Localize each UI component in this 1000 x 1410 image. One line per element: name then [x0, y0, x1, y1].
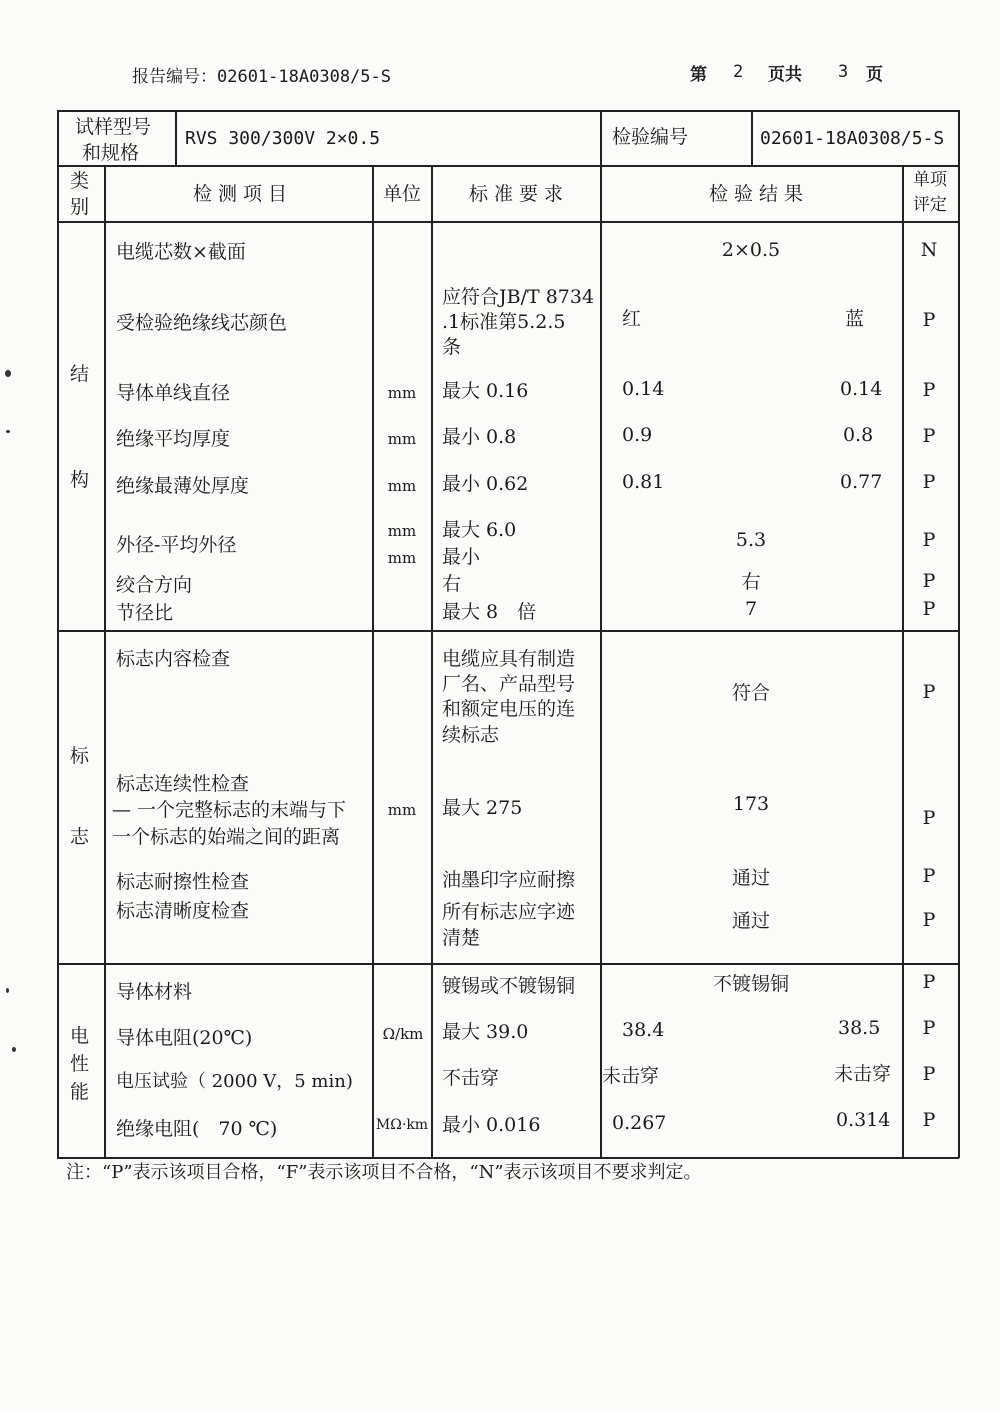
page-label-2: 页共: [768, 65, 802, 85]
category-structure-2: 构: [70, 469, 90, 491]
table-row-unit: mm: [387, 522, 417, 540]
scan-speck: [6, 430, 10, 433]
table-row-rating: P: [922, 1109, 936, 1131]
table-row-rating: P: [922, 309, 936, 331]
table-row-rating: P: [922, 865, 936, 887]
table-row-result: 173: [732, 793, 770, 815]
col-category-2: 别: [70, 196, 90, 218]
footnote: 注：“P”表示该项目合格，“F”表示该项目不合格，“N”表示该项目不要求判定。: [66, 1162, 702, 1183]
table-row-result-left: 红: [622, 308, 642, 330]
table-row-standard: 续标志: [442, 724, 500, 746]
inspect-value: 02601-18A0308/5-S: [760, 128, 945, 149]
table-row-standard: .1标准第5.2.5: [442, 311, 566, 333]
model-label-2: 和规格: [82, 142, 140, 164]
table-row-item: 外径-平均外径: [116, 534, 237, 556]
model-value: RVS 300/300V 2×0.5: [185, 128, 381, 149]
category-marking-1: 标: [70, 745, 90, 767]
category-electrical-3: 能: [70, 1081, 90, 1103]
scan-speck: [5, 370, 11, 377]
table-row-result: 5.3: [735, 529, 767, 551]
table-row-standard: 所有标志应字迹: [442, 901, 576, 923]
table-row-rating: P: [922, 598, 936, 620]
table-row-result: 2×0.5: [721, 239, 781, 261]
table-row-result-left: 0.267: [612, 1112, 667, 1134]
table-row-result-left: 0.81: [622, 471, 665, 493]
col-category-1: 类: [70, 170, 90, 192]
table-row-result-right: 未击穿: [834, 1063, 892, 1085]
col-standard: 标 准 要 求: [468, 183, 564, 205]
table-row-standard: 最大 0.16: [442, 380, 529, 402]
table-row-standard: 和额定电压的连: [442, 698, 576, 720]
table-row-item: 绝缘最薄处厚度: [116, 475, 250, 497]
table-row-standard: 最大 275: [442, 797, 523, 819]
col-result: 检 验 结 果: [708, 183, 804, 205]
page-total: 3: [838, 62, 849, 82]
table-row-standard: 电缆应具有制造: [442, 648, 576, 670]
table-row-item: 标志内容检查: [116, 648, 231, 670]
table-row-rating: N: [920, 239, 938, 261]
table-row-standard: 应符合JB/T 8734: [442, 286, 595, 308]
table-row-rating: P: [922, 1017, 936, 1039]
model-label-1: 试样型号: [75, 116, 152, 138]
page-label-3: 页: [866, 65, 883, 85]
table-row-result-left: 0.9: [622, 424, 653, 446]
table-row-rating: P: [922, 570, 936, 592]
table-row-rating: P: [922, 425, 936, 447]
table-row-unit: mm: [387, 430, 417, 448]
col-unit: 单位: [382, 183, 422, 205]
table-row-rating: P: [922, 681, 936, 703]
table-row-item: 标志连续性检查: [116, 773, 250, 795]
page-label-1: 第: [690, 65, 707, 85]
table-row-result: 7: [744, 598, 758, 620]
table-row-unit: MΩ·km: [375, 1117, 429, 1133]
col-item: 检 测 项 目: [192, 183, 288, 205]
category-marking-2: 志: [70, 826, 90, 848]
table-row-standard: 最小: [442, 546, 481, 568]
table-row-rating: P: [922, 1063, 936, 1085]
col-rating-1: 单项: [913, 170, 947, 190]
table-row-item: 绝缘平均厚度: [116, 428, 231, 450]
table-row-unit: mm: [387, 384, 417, 402]
table-row-result-left: 0.14: [622, 378, 665, 400]
table-row-standard: 最大 39.0: [442, 1021, 529, 1043]
table-row-standard: 右: [442, 573, 462, 595]
table-row-result-right: 0.8: [843, 424, 874, 446]
table-row-result-right: 0.314: [836, 1109, 891, 1131]
table-row-standard: 最小 0.62: [442, 473, 529, 495]
table-row-rating: P: [922, 807, 936, 829]
table-row-item: 标志清晰度检查: [116, 900, 250, 922]
table-row-result-right: 0.14: [840, 378, 883, 400]
table-row-item: 导体材料: [116, 981, 193, 1003]
table-row-result-left: 38.4: [622, 1019, 665, 1041]
report-number: 报告编号：02601-18A0308/5-S: [132, 67, 391, 87]
table-row-standard: 清楚: [442, 927, 481, 949]
table-row-unit: mm: [387, 477, 417, 495]
table-row-result-left: 未击穿: [602, 1065, 660, 1087]
table-row-item: 绝缘电阻( 70 ℃): [116, 1118, 278, 1140]
table-row-rating: P: [922, 529, 936, 551]
scan-speck: [6, 988, 9, 993]
category-electrical-2: 性: [70, 1053, 90, 1075]
table-row-unit: Ω/km: [382, 1025, 424, 1043]
table-row-rating: P: [922, 471, 936, 493]
table-row-standard: 最小 0.8: [442, 426, 517, 448]
category-structure-1: 结: [70, 363, 90, 385]
table-row-item: 一个标志的始端之间的距离: [112, 826, 341, 848]
table-row-result-right: 蓝: [845, 308, 865, 330]
table-row-standard: 最小 0.016: [442, 1114, 541, 1136]
table-row-standard: 镀锡或不镀锡铜: [442, 975, 576, 997]
table-row-standard: 最大 6.0: [442, 519, 517, 541]
category-electrical-1: 电: [70, 1025, 90, 1047]
table-row-standard: 最大 8 倍: [442, 601, 537, 623]
table-row-result: 通过: [731, 910, 771, 932]
table-row-item: 电压试验（ 2000 V，5 min): [116, 1071, 353, 1092]
table-row-result-right: 38.5: [838, 1017, 881, 1039]
col-rating-2: 评定: [913, 195, 947, 215]
table-row-item: 标志耐擦性检查: [116, 871, 250, 893]
table-row-result: 右: [741, 571, 761, 593]
table-row-item: — 一个完整标志的末端与下: [112, 799, 347, 821]
table-row-item: 绞合方向: [116, 574, 193, 596]
table-row-rating: P: [922, 909, 936, 931]
table-row-standard: 不击穿: [442, 1067, 500, 1089]
table-row-standard: 油墨印字应耐擦: [442, 869, 576, 891]
table-row-unit: mm: [387, 549, 417, 567]
inspect-label: 检验编号: [612, 126, 689, 148]
table-row-item: 导体单线直径: [116, 382, 231, 404]
table-row-result-right: 0.77: [840, 471, 883, 493]
scan-speck: [12, 1047, 16, 1052]
table-row-item: 受检验绝缘线芯颜色: [116, 312, 288, 334]
table-row-rating: P: [922, 379, 936, 401]
table-row-item: 导体电阻(20℃): [116, 1027, 253, 1049]
table-row-result: 符合: [731, 682, 771, 704]
table-row-rating: P: [922, 971, 936, 993]
table-row-item: 电缆芯数×截面: [116, 241, 246, 263]
table-row-result: 不镀锡铜: [712, 973, 790, 995]
table-row-standard: 厂名、产品型号: [442, 673, 576, 695]
page-number: 2: [733, 62, 744, 82]
table-row-item: 节径比: [116, 602, 174, 624]
table-row-standard: 条: [442, 336, 462, 358]
table-row-unit: mm: [387, 801, 417, 819]
table-row-result: 通过: [731, 867, 771, 889]
